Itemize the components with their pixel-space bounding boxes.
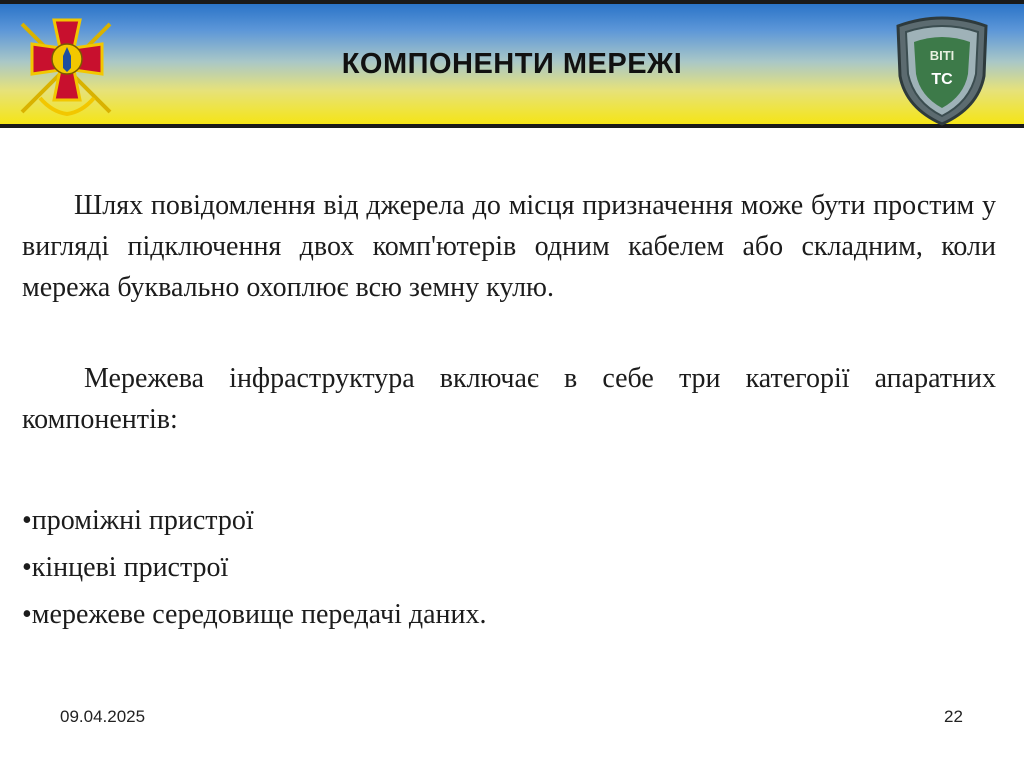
footer-date: 09.04.2025 <box>60 707 146 726</box>
paragraph-1: Шлях повідомлення від джерела до місця призначення може бути простим у вигляді підключення двох комп'ютерів одним кабелем або складним, коли мережа буквально охоплює всю земну кулю. <box>22 190 996 303</box>
bullet-end-devices: •кінцеві пристрої <box>22 552 229 583</box>
shield-logo-icon <box>888 12 996 126</box>
slide-header <box>0 0 1024 128</box>
bullet-network-media: •мережеве середовище передачі даних. <box>22 599 487 630</box>
paragraph-2: Мережева інфраструктура включає в себе три категорії апаратних компонентів: <box>22 363 996 435</box>
footer-page-number: 22 <box>944 707 963 726</box>
bullet-intermediate-devices: •проміжні пристрої <box>22 505 254 536</box>
svg-text:ВІТІ: ВІТІ <box>929 48 955 63</box>
slide-title: КОМПОНЕНТИ МЕРЕЖІ <box>341 48 683 80</box>
svg-text:ТС: ТС <box>931 71 953 88</box>
